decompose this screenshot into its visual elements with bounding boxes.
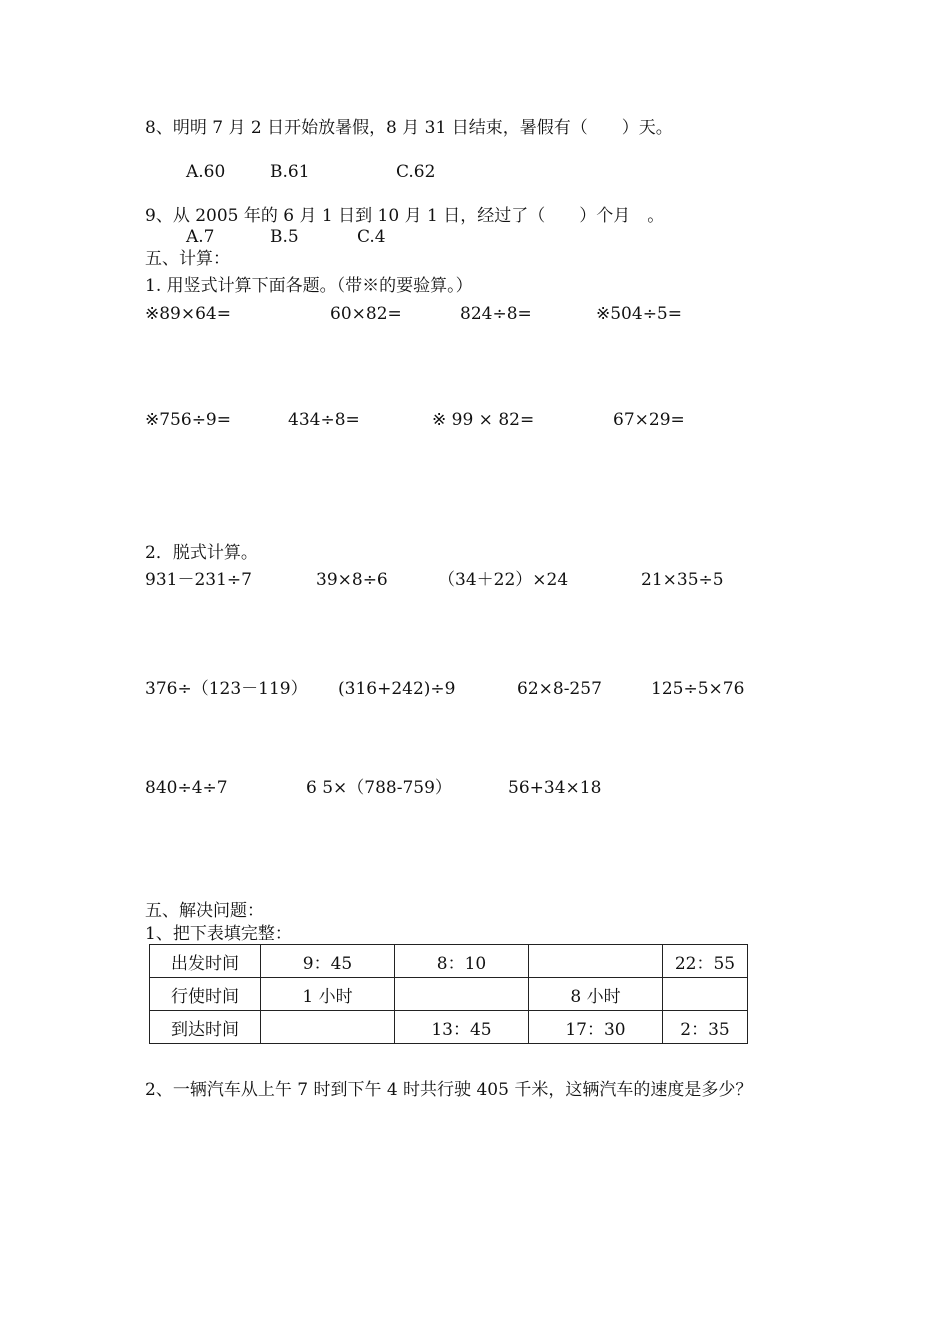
table-cell: 到达时间 bbox=[150, 1011, 261, 1044]
table-cell: 17：30 bbox=[529, 1011, 663, 1044]
calc-item: ※504÷5= bbox=[596, 304, 682, 324]
table-cell: 22：55 bbox=[663, 945, 748, 978]
calc-heading: 五、计算： bbox=[145, 249, 230, 269]
table-cell: 1 小时 bbox=[261, 978, 395, 1011]
table-cell: 13：45 bbox=[395, 1011, 529, 1044]
calc-item: 21×35÷5 bbox=[641, 570, 724, 590]
problem-2-text: 2、一辆汽车从上午 7 时到下午 4 时共行驶 405 千米，这辆汽车的速度是多少？ bbox=[145, 1080, 753, 1100]
table-cell bbox=[529, 945, 663, 978]
calc-item: 62×8-257 bbox=[517, 679, 602, 699]
calc-sub-vertical: 1. 用竖式计算下面各题。（带※的要验算。） bbox=[145, 276, 473, 296]
calc-item: 376÷（123－119） bbox=[145, 679, 308, 699]
table-cell: 9：45 bbox=[261, 945, 395, 978]
calc-sub-stepwise: 2．脱式计算。 bbox=[145, 543, 258, 563]
calc-item: ※ 99 × 82= bbox=[432, 410, 535, 430]
problem-1-text: 1、把下表填完整： bbox=[145, 924, 292, 944]
calc-item: 434÷8= bbox=[288, 410, 360, 430]
table-row bbox=[150, 945, 748, 978]
calc-item: 931－231÷7 bbox=[145, 570, 252, 590]
calc-item: 60×82= bbox=[330, 304, 402, 324]
table-cell: 8：10 bbox=[395, 945, 529, 978]
q9-option-a: A.7 bbox=[186, 227, 215, 247]
q8-option-b: B.61 bbox=[270, 162, 310, 182]
calc-item: （34＋22）×24 bbox=[438, 570, 569, 590]
calc-item: 840÷4÷7 bbox=[145, 778, 228, 798]
table-row bbox=[150, 978, 748, 1011]
calc-item: (316+242)÷9 bbox=[338, 679, 456, 699]
time-table bbox=[149, 944, 748, 1044]
table-cell: 行使时间 bbox=[150, 978, 261, 1011]
calc-item: 67×29= bbox=[613, 410, 685, 430]
q8-option-a: A.60 bbox=[186, 162, 226, 182]
question-9: 9、从 2005 年的 6 月 1 日到 10 月 1 日，经过了（ ）个月 。 bbox=[145, 206, 665, 226]
table-cell: 2：35 bbox=[663, 1011, 748, 1044]
calc-item: 824÷8= bbox=[460, 304, 532, 324]
calc-item: 39×8÷6 bbox=[316, 570, 388, 590]
calc-item: ※756÷9= bbox=[145, 410, 231, 430]
table-cell bbox=[395, 978, 529, 1011]
calc-item: 125÷5×76 bbox=[651, 679, 745, 699]
q9-option-c: C.4 bbox=[357, 227, 386, 247]
q9-option-b: B.5 bbox=[270, 227, 299, 247]
calc-item: 56+34×18 bbox=[508, 778, 602, 798]
calc-item: 6 5×（788-759） bbox=[306, 778, 452, 798]
table-cell: 8 小时 bbox=[529, 978, 663, 1011]
problems-heading: 五、解决问题： bbox=[145, 901, 264, 921]
q8-option-c: C.62 bbox=[396, 162, 436, 182]
table-cell bbox=[663, 978, 748, 1011]
table-cell bbox=[261, 1011, 395, 1044]
calc-item: ※89×64= bbox=[145, 304, 231, 324]
question-8: 8、明明 7 月 2 日开始放暑假，8 月 31 日结束，暑假有（ ）天。 bbox=[145, 118, 673, 138]
table-row bbox=[150, 1011, 748, 1044]
table-cell: 出发时间 bbox=[150, 945, 261, 978]
